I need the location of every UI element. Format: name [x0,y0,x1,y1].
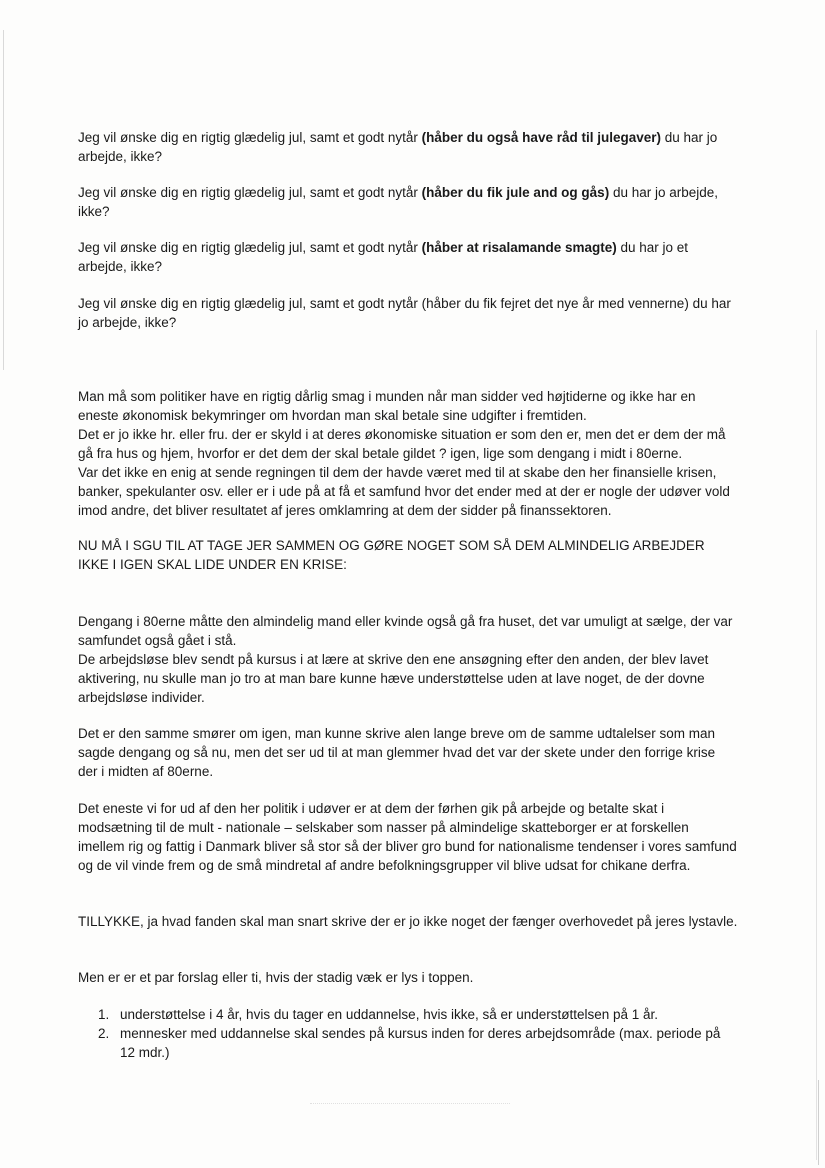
paragraph-same-again: Det er den samme smører om igen, man kunne skrive alen lange breve om de samme udtalelser som man sagde dengang og så nu, men det ser ud til at man glemmer hvad det var der skete under den forrige krise der i midten af 80erne. [78,726,716,779]
list-item [78,1024,738,1062]
paragraph-caps-demand: NU MÅ I SGU TIL AT TAGE JER SAMMEN OG GØRE NOGET SOM SÅ DEM ALMINDELIG ARBEJDER IKKE I IGEN SKAL LIDE UNDER EN KRISE: [78,538,705,572]
scan-edge-mark [816,330,817,1160]
paragraph-politicians [78,387,738,520]
paragraph-80s [78,612,738,707]
scan-noise [310,1103,510,1105]
greeting-3: Jeg vil ønske dig en rigtig glædelig jul, samt et godt nytår (håber at risalamande smagte) du har jo et arbejde, ikke? [78,240,689,274]
paragraph-proposals-intro: Men er er et par forslag eller ti, hvis der stadig væk er lys i toppen. [78,970,474,985]
paragraph-line: De arbejdsløse blev sendt på kursus i at lære at skrive den ene ansøgning efter den anden, der blev lavet aktivering, nu skulle man jo tro at man bare kunne hæve understøttelse uden at lave noget, de der dovne arbejdsløse individer. [78,652,709,705]
paragraph-congrats: TILLYKKE, ja hvad fanden skal man snart skrive der er jo ikke noget der fænger overhovedet på jeres lystavle. [78,914,738,929]
paragraph-line: Det er jo ikke hr. eller fru. der er skyld i at deres økonomiske situation er som den er, men det er dem der må gå fra hus og hjem, hvorfor er det dem der skal betale gildet ? igen, lige som dengang i midt i 80erne. [78,427,726,461]
paragraph-line: Var det ikke en enig at sende regningen til dem der havde været med til at skabe den her finansielle krisen, banker, spekulanter osv. eller er i ude på at få et samfund hvor det ender med at der er nogle der udøver vold imod andre, det bliver resultatet af jeres omklamring at dem der sidder på finanssektoren. [78,465,730,518]
list-text: mennesker med uddannelse skal sendes på kursus inden for deres arbejdsområde (max. periode på 12 mdr.) [120,1026,721,1060]
scan-edge-mark [3,30,4,370]
greeting-1: Jeg vil ønske dig en rigtig glædelig jul, samt et godt nytår (håber du også have råd til julegaver) du har jo arbejde, ikke? [78,130,718,164]
paragraph-inequality: Det eneste vi for ud af den her politik i udøver er at dem der førhen gik på arbejde og betalte skat i modsætning til de mult - nationale – selskaber som nasser på almindelige skatteborger er at forskellen imellem rig og fattig i Danmark bliver så stor så der bliver gro bund for nationalisme tendenser i vores samfund og de vil vinde frem og de små mindretal af andre befolkningsgrupper vil blive udsat for chikane derfra. [78,801,737,873]
list-text: understøttelse i 4 år, hvis du tager en uddannelse, hvis ikke, så er understøttelsen på 1 år. [120,1007,659,1022]
list-item [78,1005,738,1024]
greeting-2: Jeg vil ønske dig en rigtig glædelig jul, samt et godt nytår (håber du fik jule and og gås) du har jo arbejde, ikke? [78,185,719,219]
paragraph-line: Dengang i 80erne måtte den almindelig mand eller kvinde også gå fra huset, det var umuligt at sælge, der var samfundet også gået i stå. [78,614,733,648]
proposals-list [78,1005,738,1062]
greeting-4: Jeg vil ønske dig en rigtig glædelig jul, samt et godt nytår (håber du fik fejret det nye år med vennerne) du har jo arbejde, ikke? [78,296,731,330]
scan-edge-mark [818,1080,819,1165]
list-number: 2. [98,1026,110,1041]
paragraph-line: Man må som politiker have en rigtig dårlig smag i munden når man sidder ved højtiderne og ikke har en eneste økonomisk bekymringer om hvordan man skal betale sine udgifter i fremtiden. [78,389,696,423]
list-number: 1. [98,1007,110,1022]
